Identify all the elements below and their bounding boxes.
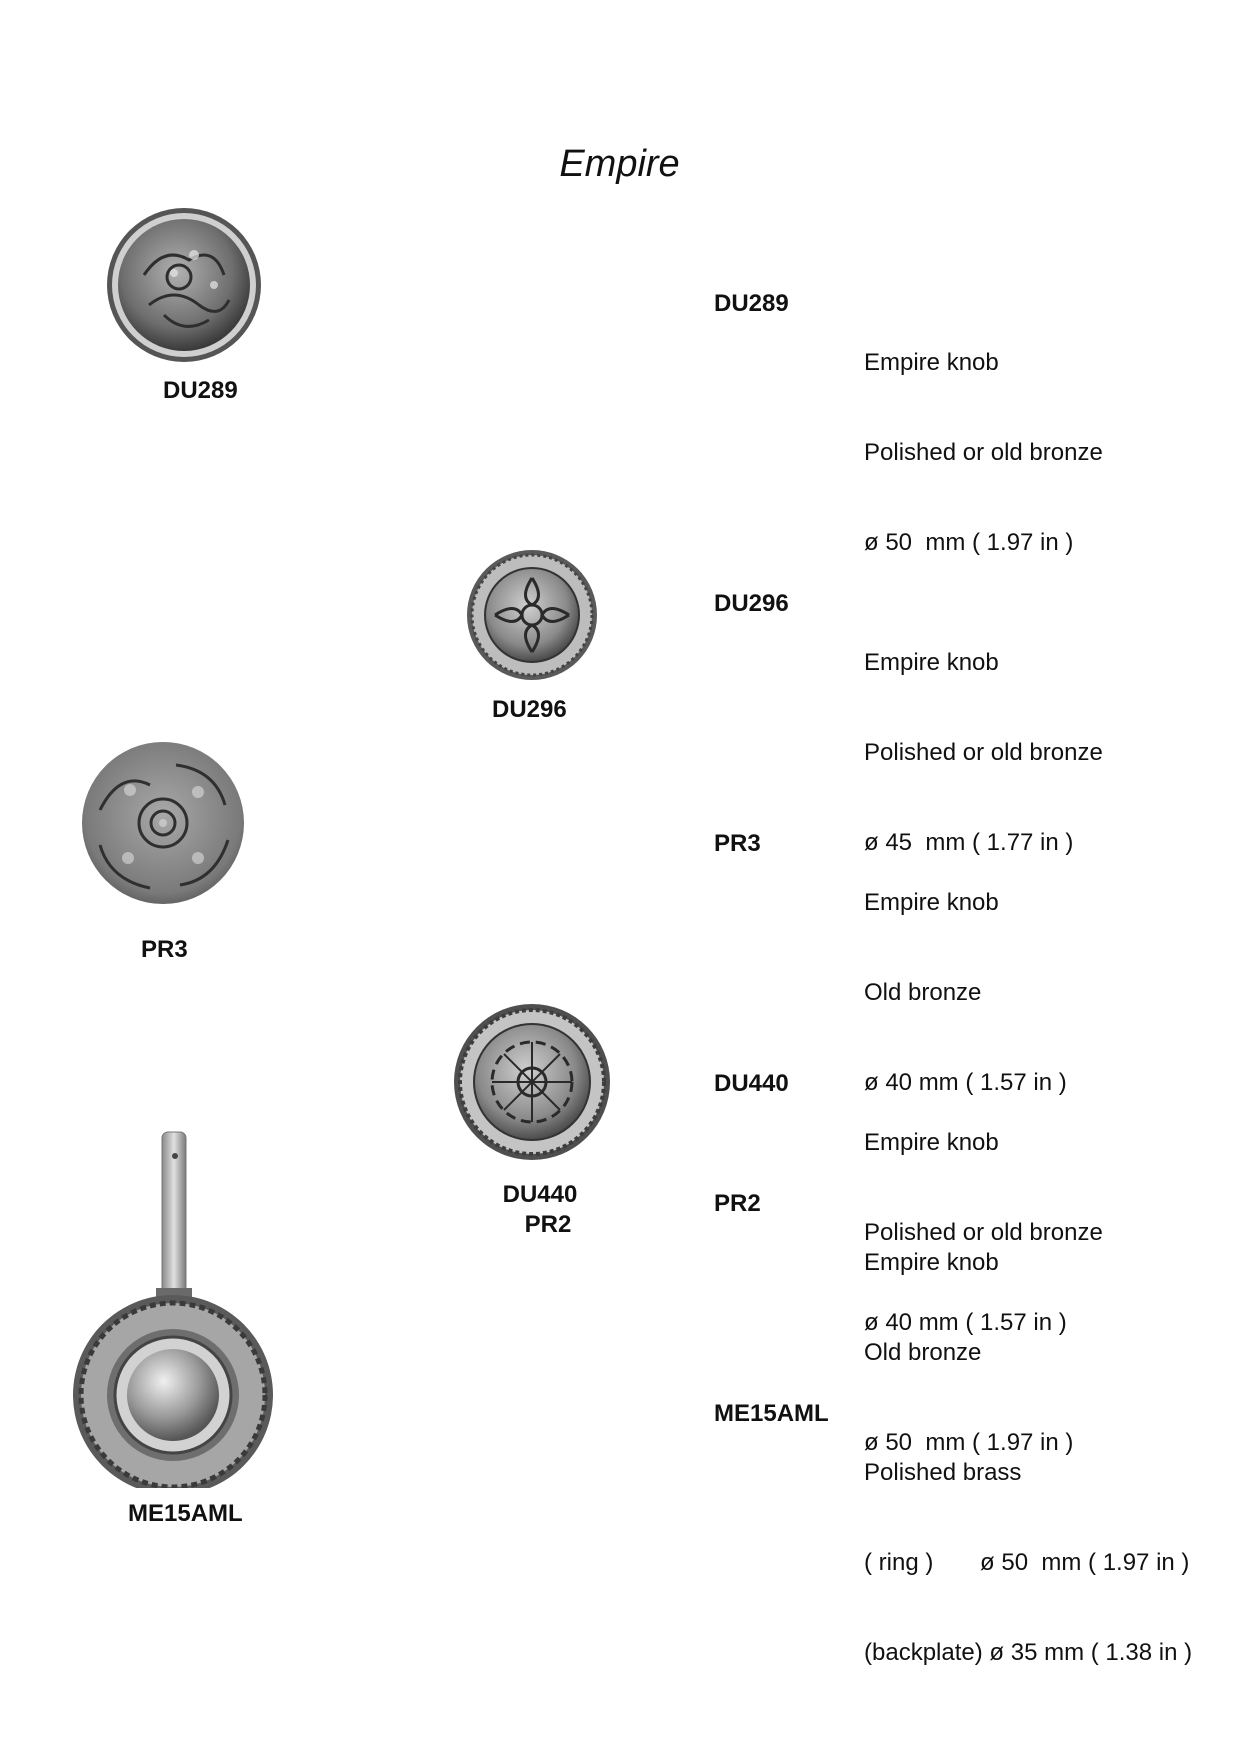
product-desc-line: ( ring ) ø 50 mm ( 1.97 in ) [864,1549,1190,1576]
product-code-du440: DU440 [714,1070,789,1097]
product-code-pr2: PR2 [714,1190,761,1217]
product-desc-line: ø 45 mm ( 1.77 in ) [864,829,1074,856]
product-desc-line: Empire knob [864,889,999,916]
product-desc-line: Empire knob [864,649,999,676]
me15aml-image-caption: ME15AML [128,1500,243,1527]
product-desc-line: Old bronze [864,1339,982,1366]
product-desc-line: ø 50 mm ( 1.97 in ) [864,529,1074,556]
product-code-du289: DU289 [714,290,789,317]
pr3-knob-image [80,740,246,906]
product-desc-line: (backplate) ø 35 mm ( 1.38 in ) [864,1639,1193,1666]
du289-image-caption: DU289 [163,377,238,404]
product-desc-line: Empire knob [864,349,999,376]
product-desc-line: ø 40 mm ( 1.57 in ) [864,1309,1067,1336]
product-desc-line: Polished or old bronze [864,739,1103,766]
product-desc-line: ø 40 mm ( 1.57 in ) [864,1069,1067,1096]
du296-knob-image [465,548,599,682]
du440-image-caption: DU440 [502,1181,578,1208]
du296-image-caption: DU296 [492,696,567,723]
product-desc-line: Empire knob [864,1249,999,1276]
product-desc-du289 [864,288,1103,588]
du289-knob-image [104,205,264,365]
product-desc-line: ø 50 mm ( 1.97 in ) [864,1429,1074,1456]
product-code-pr3: PR3 [714,830,761,857]
du440-pr2-knob-image [452,1002,612,1162]
pr3-image-caption: PR3 [141,936,188,963]
product-desc-line: Polished brass [864,1459,1022,1486]
product-desc-line: Old bronze [864,979,982,1006]
product-desc-line: Empire knob [864,1129,999,1156]
product-desc-line: Polished or old bronze [864,1219,1103,1246]
product-desc-me15aml [864,1398,1192,1698]
me15aml-ring-pull-image [70,1128,276,1488]
pr2-image-caption: PR2 [524,1211,572,1238]
page-title: Empire [559,143,680,185]
product-code-du296: DU296 [714,590,789,617]
product-code-me15aml: ME15AML [714,1400,829,1427]
product-desc-line: Polished or old bronze [864,439,1103,466]
